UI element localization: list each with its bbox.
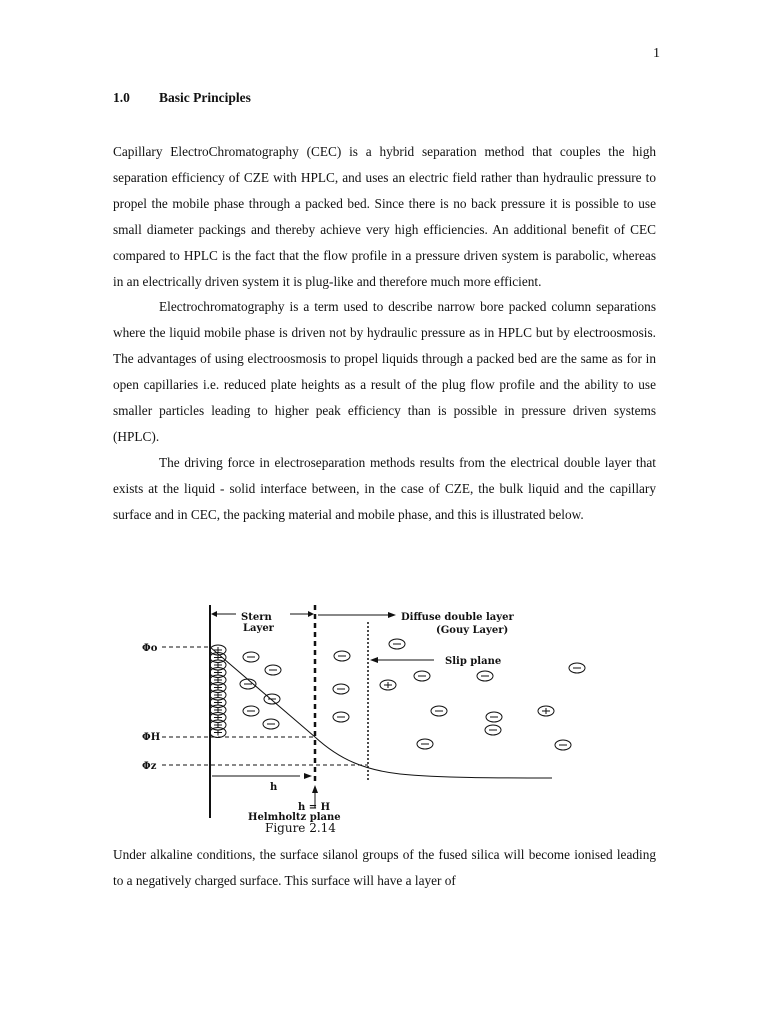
helmholtz-arrowhead [312, 785, 318, 793]
minus-ion [263, 719, 279, 729]
phi-z-label: Φz [142, 761, 157, 772]
minus-ion [264, 694, 280, 704]
minus-ion [555, 740, 571, 750]
stern-label-2: Layer [243, 623, 274, 634]
minus-ion [477, 671, 493, 681]
phi-0-label: Φo [142, 643, 158, 654]
stern-arrowhead-left [211, 611, 217, 617]
minus-ion [333, 712, 349, 722]
minus-ion [243, 706, 259, 716]
figure-double-layer [140, 600, 640, 840]
h-label: h [270, 782, 278, 793]
minus-ion [417, 739, 433, 749]
paragraph-2: Electrochromatography is a term used to describe narrow bore packed column separations where the liquid mobile phase is driven not by hydraulic pressure as in HPLC but by electroosmosis. The advantages of using electroosmosis to propel liquids through a packed bed are the same as for in open capillaries i.e. reduced plate heights as a result of the plug flow profile and the ability to use smaller particles leading to higher peak efficiency than is possible in pressure driven systems (HPLC). [113, 299, 656, 444]
body-text [113, 139, 656, 528]
diffuse-label-1: Diffuse double layer [401, 612, 514, 623]
stern-arrowhead-right [308, 611, 314, 617]
double-layer-diagram [140, 600, 640, 840]
h-equals-h-label: h = H [298, 802, 331, 813]
plus-ion [380, 680, 396, 690]
minus-ion [389, 639, 405, 649]
minus-ion [431, 706, 447, 716]
phi-h-label: ΦH [142, 732, 161, 743]
figure-caption: Figure 2.14 [265, 821, 336, 835]
minus-ion [486, 712, 502, 722]
minus-ion [243, 652, 259, 662]
diffuse-arrowhead [388, 612, 396, 618]
section-heading [113, 90, 673, 106]
diffuse-label-2: (Gouy Layer) [436, 625, 509, 636]
section-title: Basic Principles [159, 90, 251, 105]
minus-ion [569, 663, 585, 673]
plus-ion [210, 728, 226, 738]
minus-ion [414, 671, 430, 681]
page-number: 1 [653, 46, 660, 61]
minus-ion [265, 665, 281, 675]
minus-ion [333, 684, 349, 694]
h-arrowhead [304, 773, 312, 779]
paragraph-4: Under alkaline conditions, the surface silanol groups of the fused silica will become ionised leading to a negatively charged surface. This surface will have a layer of [113, 847, 656, 888]
paragraph-1: Capillary ElectroChromatography (CEC) is a hybrid separation method that couples the high separation efficiency of CZE with HPLC, and uses an electric field rather than hydraulic pressure to propel the mobile phase through a packed bed. Since there is no back pressure it is possible to use small diameter packings and thereby achieve very high efficiencies. An additional benefit of CEC compared to HPLC is the fact that the flow profile in a pressure driven system is parabolic, whereas in an electrically driven system it is plug-like and therefore much more efficient. [113, 144, 656, 289]
diffuse-ions [240, 639, 585, 750]
paragraph-3: The driving force in electroseparation methods results from the electrical double layer that exists at the liquid - solid interface between, in the case of CZE, the bulk liquid and the capillary surface and in CEC, the packing material and mobile phase, and this is illustrated below. [113, 454, 656, 522]
body-text-continued [113, 842, 656, 894]
slip-plane-label: Slip plane [445, 656, 502, 667]
minus-ion [334, 651, 350, 661]
minus-ion [485, 725, 501, 735]
helmholtz-label: Helmholtz plane [248, 812, 341, 823]
stern-label-1: Stern [241, 612, 272, 623]
slip-arrowhead [370, 657, 378, 663]
plus-ion [538, 706, 554, 716]
section-number: 1.0 [113, 90, 130, 105]
